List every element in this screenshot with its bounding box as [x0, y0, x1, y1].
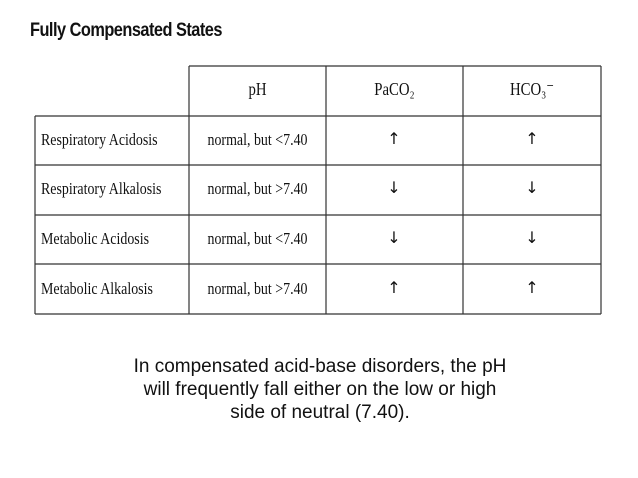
caption [60, 355, 580, 424]
row-label-metabolic-acidosis: Metabolic Acidosis [41, 229, 150, 248]
caption-line-1: In compensated acid-base disorders, the pH [133, 356, 507, 377]
header-hco3: HCO₃⁻ [509, 79, 555, 99]
page-title: Fully Compensated States [30, 20, 222, 41]
down-arrow-icon: ↓ [525, 178, 539, 197]
header-ph: pH [248, 79, 267, 99]
row-label-respiratory-acidosis: Respiratory Acidosis [41, 130, 158, 149]
row-label-respiratory-alkalosis: Respiratory Alkalosis [41, 179, 162, 198]
caption-line-3: side of neutral (7.40). [230, 402, 410, 423]
up-arrow-icon: ↑ [525, 278, 539, 297]
down-arrow-icon: ↓ [525, 228, 539, 247]
row-ph-value: normal, but >7.40 [207, 279, 308, 298]
row-ph-value: normal, but <7.40 [207, 130, 308, 149]
down-arrow-icon: ↓ [387, 228, 401, 247]
up-arrow-icon: ↑ [387, 129, 401, 148]
down-arrow-icon: ↓ [387, 178, 401, 197]
up-arrow-icon: ↑ [387, 278, 401, 297]
row-ph-value: normal, but <7.40 [207, 229, 308, 248]
header-paco2: PaCO₂ [374, 79, 415, 99]
up-arrow-icon: ↑ [525, 129, 539, 148]
row-ph-value: normal, but >7.40 [207, 179, 308, 198]
caption-line-2: will frequently fall either on the low or high [143, 379, 497, 400]
row-label-metabolic-alkalosis: Metabolic Alkalosis [41, 279, 153, 298]
